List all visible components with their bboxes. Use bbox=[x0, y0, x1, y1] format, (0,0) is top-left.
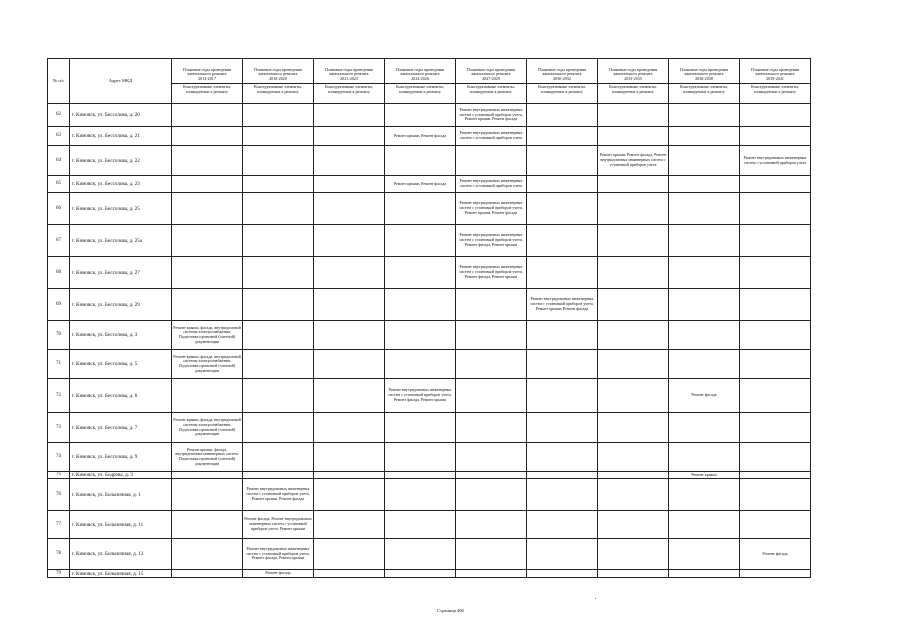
repair-cell bbox=[669, 443, 740, 472]
repair-cell bbox=[243, 176, 314, 193]
repair-cell bbox=[669, 289, 740, 321]
table-row bbox=[48, 257, 811, 289]
repair-cell bbox=[314, 321, 385, 350]
row-address: г. Кимовск, ул. Бессолова, д. 9 bbox=[70, 443, 172, 472]
repair-cell bbox=[314, 379, 385, 413]
header-period-title: Плановые годы проведения капитального ремонта bbox=[395, 66, 445, 77]
repair-cell bbox=[172, 479, 243, 511]
header-period-title: Плановые годы проведения капитального ремонта bbox=[182, 66, 232, 77]
repair-cell bbox=[598, 321, 669, 350]
repair-cell bbox=[527, 176, 598, 193]
repair-cell: Ремонт крыши, Ремонт фасада bbox=[385, 176, 456, 193]
row-number: 67 bbox=[48, 225, 70, 257]
repair-cell bbox=[740, 289, 811, 321]
repair-cell bbox=[527, 511, 598, 539]
repair-cell bbox=[740, 104, 811, 127]
row-address: г. Кимовск, ул. Бессолова, д. 7 bbox=[70, 413, 172, 443]
repair-schedule-table bbox=[47, 58, 811, 578]
header-period-subtitle: Конструктивные элементы, планируемые к ремонту bbox=[325, 83, 373, 94]
repair-cell: Ремонт крыши, Ремонт фасада, Ремонт внутридомовых инженерных систем с установкой приборов учета bbox=[598, 146, 669, 176]
row-number: 75 bbox=[48, 472, 70, 479]
repair-cell bbox=[669, 176, 740, 193]
header-period-8 bbox=[669, 59, 740, 104]
repair-cell bbox=[314, 127, 385, 146]
repair-cell bbox=[598, 350, 669, 379]
row-address: г. Кимовск, ул. Больничная, д. 15 bbox=[70, 570, 172, 578]
repair-cell bbox=[385, 146, 456, 176]
repair-cell: Ремонт крыши, фасада, внутридомовой системы электроснабжения. Подготовка проектной (сметной) документации bbox=[172, 350, 243, 379]
header-period-subtitle: Конструктивные элементы, планируемые к ремонту bbox=[396, 83, 444, 94]
repair-cell bbox=[669, 127, 740, 146]
row-number: 71 bbox=[48, 350, 70, 379]
table-row bbox=[48, 511, 811, 539]
row-address: г. Кимовск, ул. Бессолова, д. 6 bbox=[70, 379, 172, 413]
row-number: 77 bbox=[48, 511, 70, 539]
repair-cell bbox=[527, 321, 598, 350]
repair-cell bbox=[385, 321, 456, 350]
repair-cell bbox=[740, 350, 811, 379]
repair-cell bbox=[385, 479, 456, 511]
row-address: г. Кимовск, ул. Бессолова, д. 5 bbox=[70, 350, 172, 379]
repair-cell bbox=[314, 146, 385, 176]
repair-cell bbox=[243, 472, 314, 479]
repair-cell bbox=[456, 350, 527, 379]
repair-cell bbox=[172, 193, 243, 225]
repair-cell bbox=[598, 479, 669, 511]
table-row bbox=[48, 570, 811, 578]
header-period-years: 2039-2041 bbox=[766, 76, 784, 82]
repair-cell bbox=[669, 479, 740, 511]
row-number: 68 bbox=[48, 257, 70, 289]
repair-cell bbox=[172, 127, 243, 146]
repair-cell bbox=[456, 146, 527, 176]
repair-cell bbox=[385, 104, 456, 127]
row-address: г. Кимовск, ул. Бессолова, д. 3 bbox=[70, 321, 172, 350]
table-row bbox=[48, 539, 811, 570]
repair-cell bbox=[314, 472, 385, 479]
header-period-2 bbox=[243, 59, 314, 104]
repair-cell bbox=[385, 225, 456, 257]
row-number: 63 bbox=[48, 127, 70, 146]
row-number: 73 bbox=[48, 413, 70, 443]
header-period-years: 2021-2023 bbox=[340, 76, 358, 82]
repair-cell bbox=[456, 570, 527, 578]
repair-cell bbox=[385, 257, 456, 289]
repair-cell bbox=[527, 257, 598, 289]
repair-cell bbox=[527, 539, 598, 570]
repair-cell bbox=[598, 570, 669, 578]
table-row bbox=[48, 321, 811, 350]
repair-cell bbox=[740, 176, 811, 193]
repair-cell bbox=[172, 379, 243, 413]
repair-cell bbox=[456, 321, 527, 350]
repair-cell bbox=[172, 570, 243, 578]
repair-cell bbox=[527, 443, 598, 472]
table-row bbox=[48, 413, 811, 443]
repair-cell: Ремонт фасада bbox=[243, 570, 314, 578]
row-address: г. Кимовск, ул. Больничная, д. 13 bbox=[70, 539, 172, 570]
repair-cell bbox=[314, 225, 385, 257]
repair-cell bbox=[598, 176, 669, 193]
repair-cell bbox=[669, 511, 740, 539]
repair-cell bbox=[598, 511, 669, 539]
repair-cell bbox=[243, 127, 314, 146]
repair-cell bbox=[385, 289, 456, 321]
header-address: Адрес МКД bbox=[70, 59, 172, 104]
row-number: 76 bbox=[48, 479, 70, 511]
repair-cell: Ремонт внутридомовых инженерных систем с установкой приборов учета, Ремонт крыши, Ремонт фасада bbox=[456, 193, 527, 225]
repair-cell bbox=[669, 104, 740, 127]
repair-cell bbox=[172, 539, 243, 570]
header-period-5 bbox=[456, 59, 527, 104]
table-row bbox=[48, 472, 811, 479]
repair-cell bbox=[669, 321, 740, 350]
repair-cell bbox=[598, 539, 669, 570]
repair-cell bbox=[314, 570, 385, 578]
row-address: г. Кимовск, ул. Бессолова, д. 20 bbox=[70, 104, 172, 127]
repair-cell bbox=[740, 479, 811, 511]
repair-cell: Ремонт внутридомовых инженерных систем с установкой приборов учета, Ремонт фасада, Ремонт крыши bbox=[456, 257, 527, 289]
repair-cell bbox=[314, 289, 385, 321]
repair-cell bbox=[598, 379, 669, 413]
repair-cell bbox=[456, 539, 527, 570]
header-period-subtitle: Конструктивные элементы, планируемые к ремонту bbox=[751, 83, 799, 94]
repair-cell bbox=[456, 443, 527, 472]
repair-cell bbox=[669, 570, 740, 578]
table-row bbox=[48, 350, 811, 379]
repair-cell: Ремонт внутридомовых инженерных систем с установкой приборов учета bbox=[740, 146, 811, 176]
repair-cell: Ремонт внутридомовых инженерных систем с установкой приборов учета, Ремонт фасада, Ремонт крыши bbox=[456, 225, 527, 257]
header-period-subtitle: Конструктивные элементы, планируемые к ремонту bbox=[609, 83, 657, 94]
repair-cell bbox=[527, 570, 598, 578]
repair-cell bbox=[243, 289, 314, 321]
row-address: г. Кимовск, ул. Бессолова, д. 25 bbox=[70, 193, 172, 225]
repair-cell bbox=[598, 443, 669, 472]
repair-cell bbox=[527, 127, 598, 146]
repair-cell bbox=[669, 257, 740, 289]
row-address: г. Кимовск, ул. Бессолова, д. 22 bbox=[70, 146, 172, 176]
header-period-years: 2036-2038 bbox=[695, 76, 713, 82]
repair-cell: Ремонт фасада, Ремонт внутридомовых инженерных систем с установкой приборов учета, Ремонт крыши bbox=[243, 511, 314, 539]
header-period-years: 2027-2029 bbox=[482, 76, 500, 82]
repair-cell bbox=[172, 146, 243, 176]
row-address: г. Кимовск, ул. Бессолова, д. 29 bbox=[70, 289, 172, 321]
repair-cell bbox=[456, 511, 527, 539]
row-number: 72 bbox=[48, 379, 70, 413]
repair-cell: Ремонт внутридомовых инженерных систем с установкой приборов учета, Ремонт фасада, Ремонт крыши bbox=[385, 379, 456, 413]
header-period-subtitle: Конструктивные элементы, планируемые к ремонту bbox=[254, 83, 302, 94]
repair-cell bbox=[314, 413, 385, 443]
header-period-6 bbox=[527, 59, 598, 104]
header-period-subtitle: Конструктивные элементы, планируемые к ремонту bbox=[538, 83, 586, 94]
repair-cell bbox=[456, 289, 527, 321]
repair-cell bbox=[527, 350, 598, 379]
header-period-title: Плановые годы проведения капитального ремонта bbox=[679, 66, 729, 77]
repair-cell bbox=[527, 413, 598, 443]
repair-cell bbox=[527, 146, 598, 176]
repair-cell bbox=[243, 104, 314, 127]
repair-cell bbox=[243, 350, 314, 379]
repair-cell: Ремонт фасада bbox=[740, 539, 811, 570]
row-address: г. Кимовск, ул. Бессолова, д. 25а bbox=[70, 225, 172, 257]
repair-cell bbox=[243, 257, 314, 289]
repair-cell bbox=[314, 350, 385, 379]
repair-cell: Ремонт внутридомовых инженерных систем с установкой приборов учета bbox=[456, 176, 527, 193]
header-period-4 bbox=[385, 59, 456, 104]
header-period-subtitle: Конструктивные элементы, планируемые к ремонту bbox=[680, 83, 728, 94]
repair-cell bbox=[740, 379, 811, 413]
table-row bbox=[48, 193, 811, 225]
repair-cell bbox=[527, 472, 598, 479]
repair-cell bbox=[456, 472, 527, 479]
repair-cell bbox=[740, 570, 811, 578]
repair-cell bbox=[598, 289, 669, 321]
table-row bbox=[48, 176, 811, 193]
repair-cell bbox=[172, 257, 243, 289]
repair-cell bbox=[385, 570, 456, 578]
header-period-years: 2018-2020 bbox=[269, 76, 287, 82]
repair-cell bbox=[598, 127, 669, 146]
repair-cell bbox=[527, 379, 598, 413]
repair-cell bbox=[172, 176, 243, 193]
repair-cell bbox=[314, 443, 385, 472]
repair-cell bbox=[385, 350, 456, 379]
repair-cell bbox=[456, 379, 527, 413]
repair-cell: Ремонт крыши, фасада, внутридомовой системы электроснабжения. Подготовка проектной (сметной) документации bbox=[172, 413, 243, 443]
row-address: г. Кимовск, ул. Бодрова, д. 3 bbox=[70, 472, 172, 479]
header-period-years: 2033-2035 bbox=[624, 76, 642, 82]
repair-cell bbox=[385, 413, 456, 443]
repair-cell bbox=[243, 379, 314, 413]
header-period-7 bbox=[598, 59, 669, 104]
row-number: 62 bbox=[48, 104, 70, 127]
header-period-3 bbox=[314, 59, 385, 104]
header-period-title: Плановые годы проведения капитального ремонта bbox=[750, 66, 800, 77]
repair-cell bbox=[598, 104, 669, 127]
repair-cell: Ремонт внутридомовых инженерных систем с установкой приборов учета, Ремонт фасада, Ремонт крыши bbox=[243, 539, 314, 570]
header-period-title: Плановые годы проведения капитального ремонта bbox=[537, 66, 587, 77]
header-period-title: Плановые годы проведения капитального ремонта bbox=[253, 66, 303, 77]
repair-cell bbox=[314, 539, 385, 570]
repair-cell bbox=[740, 443, 811, 472]
repair-cell bbox=[314, 479, 385, 511]
repair-cell bbox=[598, 193, 669, 225]
repair-cell bbox=[740, 472, 811, 479]
repair-cell bbox=[172, 104, 243, 127]
repair-cell bbox=[527, 104, 598, 127]
row-address: г. Кимовск, ул. Бессолова, д. 23 bbox=[70, 176, 172, 193]
repair-cell bbox=[314, 176, 385, 193]
table-row bbox=[48, 379, 811, 413]
repair-cell: Ремонт крыши, Ремонт фасада bbox=[385, 127, 456, 146]
repair-cell bbox=[314, 104, 385, 127]
header-period-subtitle: Конструктивные элементы, планируемые к ремонту bbox=[467, 83, 515, 94]
repair-cell bbox=[740, 193, 811, 225]
repair-cell: Ремонт внутридомовых инженерных систем с установкой приборов учета bbox=[456, 127, 527, 146]
repair-cell bbox=[669, 413, 740, 443]
repair-cell bbox=[172, 511, 243, 539]
header-period-years: 2030-2032 bbox=[553, 76, 571, 82]
repair-cell bbox=[456, 479, 527, 511]
repair-cell bbox=[243, 321, 314, 350]
repair-cell bbox=[740, 225, 811, 257]
row-number: 70 bbox=[48, 321, 70, 350]
row-number: 65 bbox=[48, 176, 70, 193]
repair-cell bbox=[740, 413, 811, 443]
header-period-years: 2014-2017 bbox=[198, 76, 216, 82]
header-period-title: Плановые годы проведения капитального ремонта bbox=[466, 66, 516, 77]
row-number: 78 bbox=[48, 539, 70, 570]
repair-cell bbox=[740, 511, 811, 539]
repair-cell bbox=[598, 257, 669, 289]
repair-cell bbox=[527, 479, 598, 511]
header-period-title: Плановые годы проведения капитального ремонта bbox=[324, 66, 374, 77]
repair-cell bbox=[527, 225, 598, 257]
row-address: г. Кимовск, ул. Больничная, д. 1 bbox=[70, 479, 172, 511]
repair-cell bbox=[385, 539, 456, 570]
page-number: Страница 406 bbox=[437, 608, 464, 613]
table-row bbox=[48, 127, 811, 146]
repair-cell bbox=[314, 257, 385, 289]
repair-cell bbox=[527, 193, 598, 225]
repair-cell bbox=[243, 413, 314, 443]
table-row bbox=[48, 225, 811, 257]
repair-cell bbox=[740, 257, 811, 289]
repair-cell bbox=[243, 443, 314, 472]
repair-cell: Ремонт крыши, фасада, внутридомовой системы электроснабжения. Подготовка проектной (сметной) документации bbox=[172, 321, 243, 350]
header-period-subtitle: Конструктивные элементы, планируемые к ремонту bbox=[183, 83, 231, 94]
repair-cell bbox=[314, 193, 385, 225]
row-address: г. Кимовск, ул. Бессолова, д. 21 bbox=[70, 127, 172, 146]
repair-cell bbox=[669, 146, 740, 176]
header-period-9 bbox=[740, 59, 811, 104]
table-row bbox=[48, 104, 811, 127]
repair-cell bbox=[740, 321, 811, 350]
repair-cell bbox=[385, 511, 456, 539]
repair-cell bbox=[669, 225, 740, 257]
table-row bbox=[48, 443, 811, 472]
repair-cell bbox=[598, 225, 669, 257]
scan-dot bbox=[595, 598, 596, 599]
repair-cell: Ремонт внутридомовых инженерных систем с установкой приборов учета, Ремонт крыши, Ремонт фасада bbox=[527, 289, 598, 321]
row-number: 64 bbox=[48, 146, 70, 176]
header-row bbox=[48, 59, 811, 104]
repair-cell: Ремонт крыши bbox=[669, 472, 740, 479]
row-address: г. Кимовск, ул. Больничная, д. 11 bbox=[70, 511, 172, 539]
table-row bbox=[48, 479, 811, 511]
repair-cell bbox=[598, 413, 669, 443]
repair-cell bbox=[385, 193, 456, 225]
header-period-title: Плановые годы проведения капитального ремонта bbox=[608, 66, 658, 77]
repair-cell bbox=[669, 350, 740, 379]
repair-cell: Ремонт внутридомовых инженерных систем с установкой приборов учета, Ремонт крыши, Ремонт фасада bbox=[243, 479, 314, 511]
repair-cell: Ремонт внутридомовых инженерных систем с установкой приборов учета, Ремонт крыши, Ремонт фасада bbox=[456, 104, 527, 127]
row-number: 69 bbox=[48, 289, 70, 321]
table-row bbox=[48, 146, 811, 176]
repair-cell bbox=[669, 539, 740, 570]
repair-cell bbox=[243, 193, 314, 225]
repair-cell bbox=[598, 472, 669, 479]
repair-cell: Ремонт крыши, фасада, внутридомовых инженерных систем. Подготовка проектной (сметной) документации bbox=[172, 443, 243, 472]
repair-cell bbox=[740, 127, 811, 146]
repair-cell: Ремонт фасада bbox=[669, 379, 740, 413]
row-number: 74 bbox=[48, 443, 70, 472]
header-period-1 bbox=[172, 59, 243, 104]
repair-cell bbox=[172, 472, 243, 479]
repair-cell bbox=[669, 193, 740, 225]
header-num: № п/с bbox=[48, 59, 70, 104]
row-number: 79 bbox=[48, 570, 70, 578]
header-period-years: 2024-2026 bbox=[411, 76, 429, 82]
repair-cell bbox=[243, 146, 314, 176]
repair-cell bbox=[172, 225, 243, 257]
row-address: г. Кимовск, ул. Бессолова, д. 27 bbox=[70, 257, 172, 289]
repair-cell bbox=[456, 413, 527, 443]
table-row bbox=[48, 289, 811, 321]
repair-cell bbox=[385, 443, 456, 472]
row-number: 66 bbox=[48, 193, 70, 225]
repair-cell bbox=[243, 225, 314, 257]
repair-cell bbox=[314, 511, 385, 539]
repair-cell bbox=[172, 289, 243, 321]
repair-cell bbox=[385, 472, 456, 479]
